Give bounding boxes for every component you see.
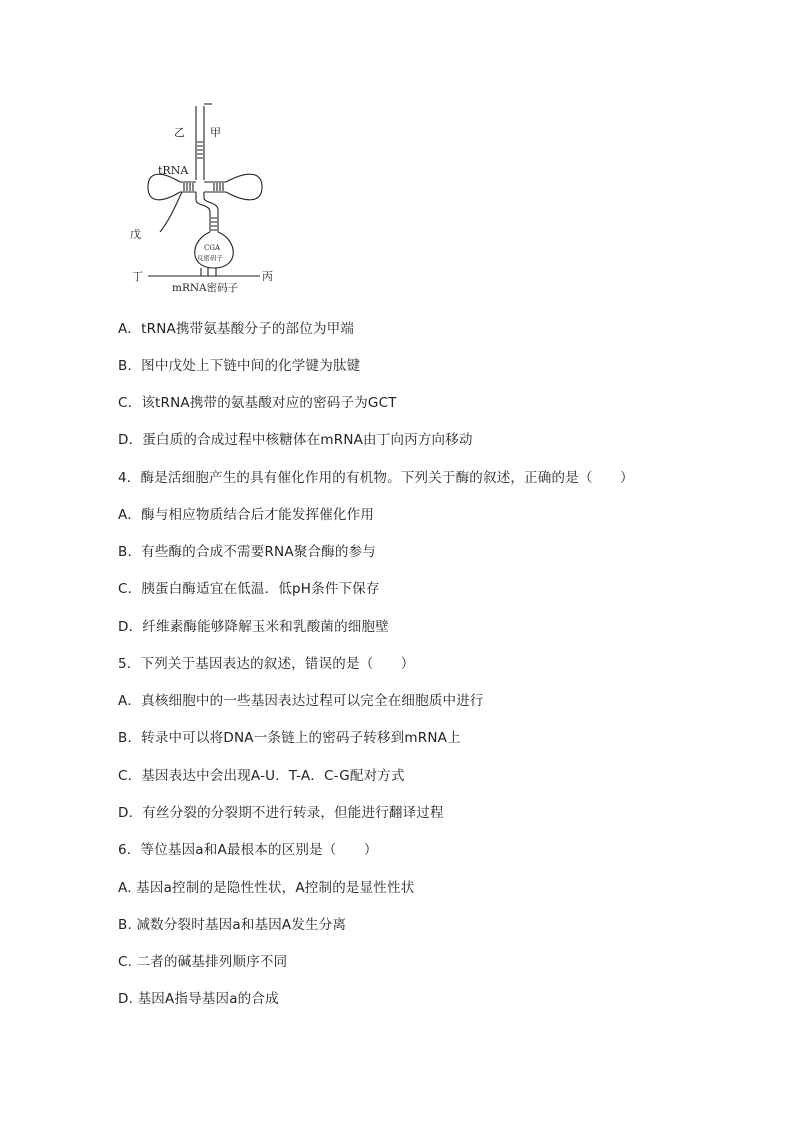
q5-option-d: D．有丝分裂的分裂期不进行转录，但能进行翻译过程 bbox=[118, 805, 444, 821]
q4-option-a: A．酶与相应物质结合后才能发挥催化作用 bbox=[118, 507, 375, 523]
q6-option-c: C. 二者的碱基排列顺序不同 bbox=[118, 954, 288, 970]
q3-option-d: D．蛋白质的合成过程中核糖体在mRNA由丁向丙方向移动 bbox=[118, 432, 473, 448]
q3-option-a: A．tRNA携带氨基酸分子的部位为甲端 bbox=[118, 321, 355, 337]
q5-option-c: C．基因表达中会出现A-U．T-A．C-G配对方式 bbox=[118, 768, 405, 784]
q6-option-b: B. 减数分裂时基因a和基因A发生分离 bbox=[118, 917, 347, 933]
q4-option-c: C．胰蛋白酶适宜在低温．低pH条件下保存 bbox=[118, 581, 380, 597]
q5-option-b: B．转录中可以将DNA一条链上的密码子转移到mRNA上 bbox=[118, 730, 461, 746]
anticodon-letters: CGA bbox=[204, 244, 221, 252]
q5-stem: 5．下列关于基因表达的叙述，错误的是（ ） bbox=[118, 656, 415, 672]
trna-diagram bbox=[130, 100, 280, 300]
q5-option-a: A．真核细胞中的一些基因表达过程可以完全在细胞质中进行 bbox=[118, 693, 484, 709]
q6-stem: 6．等位基因a和A最根本的区别是（ ） bbox=[118, 842, 378, 858]
q4-option-b: B．有些酶的合成不需要RNA聚合酶的参与 bbox=[118, 544, 376, 560]
label-ding: 丁 bbox=[132, 270, 143, 283]
q6-option-d: D. 基因A指导基因a的合成 bbox=[118, 991, 279, 1007]
label-wu: 戊 bbox=[130, 228, 141, 241]
label-yi: 乙 bbox=[174, 126, 185, 139]
trna-structure-drawing bbox=[130, 100, 280, 300]
anticodon-caption: 反密码子 bbox=[197, 254, 223, 262]
label-trna: tRNA bbox=[158, 164, 189, 177]
label-jia: 甲 bbox=[210, 126, 221, 139]
q6-option-a: A. 基因a控制的是隐性性状，A控制的是显性性状 bbox=[118, 880, 415, 896]
q4-option-d: D．纤维素酶能够降解玉米和乳酸菌的细胞壁 bbox=[118, 619, 389, 635]
mrna-caption: mRNA密码子 bbox=[172, 282, 239, 294]
q3-option-b: B．图中戊处上下链中间的化学键为肽键 bbox=[118, 358, 361, 374]
label-bing: 丙 bbox=[262, 270, 273, 283]
q3-option-c: C．该tRNA携带的氨基酸对应的密码子为GCT bbox=[118, 395, 397, 411]
q4-stem: 4．酶是活细胞产生的具有催化作用的有机物。下列关于酶的叙述，正确的是（ ） bbox=[118, 470, 634, 486]
